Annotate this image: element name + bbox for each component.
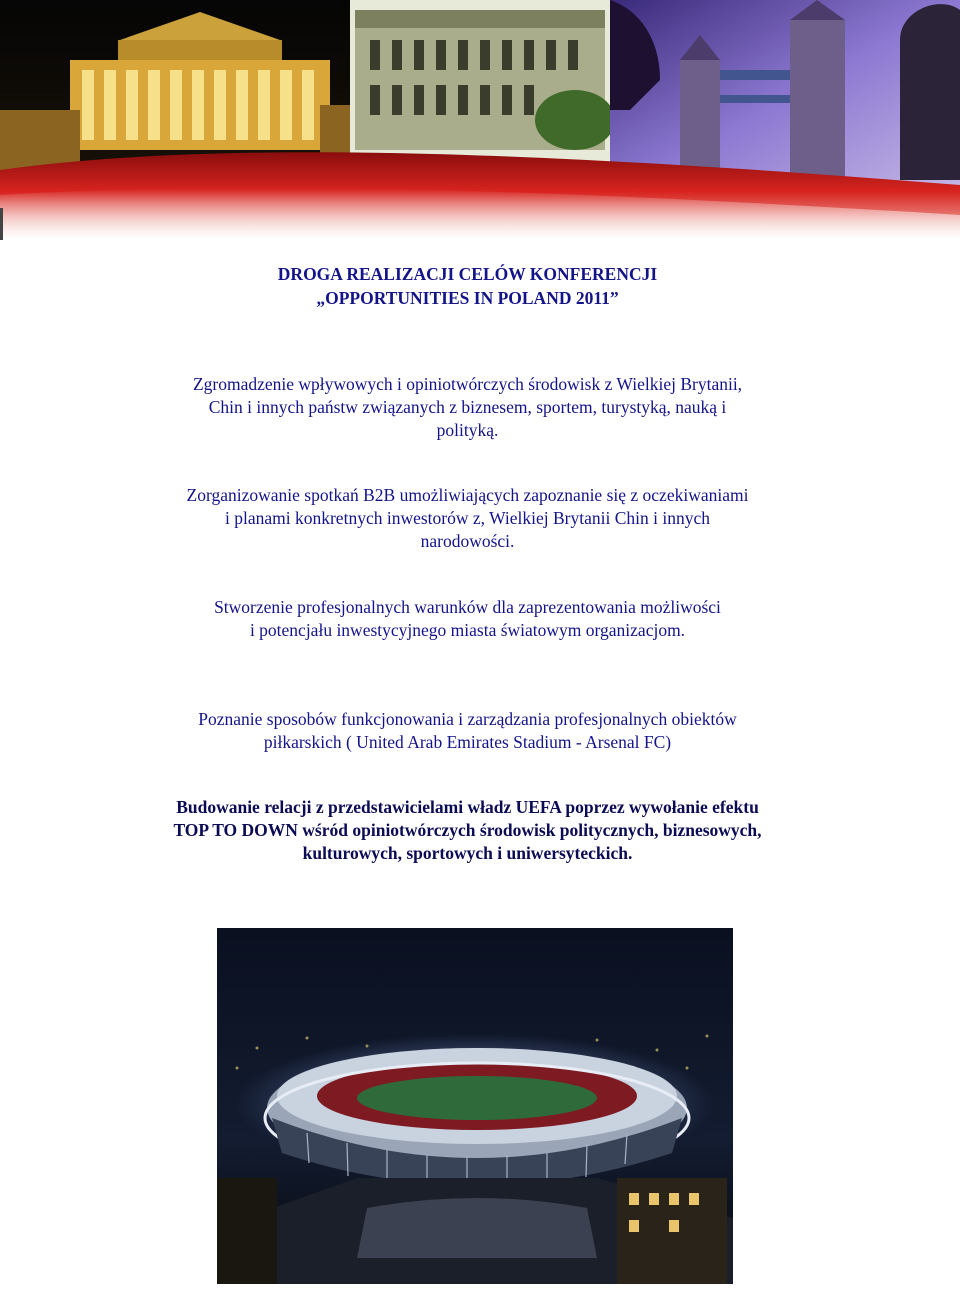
goal-paragraph-2 xyxy=(0,484,935,553)
document-title xyxy=(0,262,935,310)
paragraph-line: piłkarskich ( United Arab Emirates Stadium - Arsenal FC) xyxy=(263,732,672,752)
palace-building xyxy=(355,10,615,150)
paragraph-line: Zorganizowanie spotkań B2B umożliwiających zapoznanie się z oczekiwaniami xyxy=(186,485,749,505)
paragraph-line: i potencjału inwestycyjnego miasta światowym organizacjom. xyxy=(249,620,686,640)
paragraph-line: Poznanie sposobów funkcjonowania i zarządzania profesjonalnych obiektów xyxy=(198,709,737,729)
paragraph-line: Chin i innych państw związanych z biznesem, sportem, turystyką, nauką i xyxy=(208,397,727,417)
banner-collage-image xyxy=(0,0,960,240)
goal-paragraph-5 xyxy=(0,796,935,865)
paragraph-line: Stworzenie profesjonalnych warunków dla zaprezentowania możliwości xyxy=(214,597,721,617)
left-edge-rule xyxy=(0,208,3,240)
paragraph-line: kulturowych, sportowych i uniwersyteckich. xyxy=(302,843,633,863)
paragraph-line: Budowanie relacji z przedstawicielami władz UEFA poprzez wywołanie efektu xyxy=(176,797,759,817)
header-banner xyxy=(0,0,960,240)
stadium-night-image xyxy=(217,928,733,1284)
paragraph-line: i planami konkretnych inwestorów z, Wielkiej Brytanii Chin i innych xyxy=(225,508,710,528)
paragraph-line: polityką. xyxy=(436,420,499,440)
stadium-photo xyxy=(217,928,733,1284)
goal-paragraph-3 xyxy=(0,596,935,642)
goal-paragraph-1 xyxy=(0,373,935,442)
paragraph-line: narodowości. xyxy=(420,531,515,551)
paragraph-line: Zgromadzenie wpływowych i opiniotwórczych środowisk z Wielkiej Brytanii, xyxy=(192,374,743,394)
paragraph-line: TOP TO DOWN wśród opiniotwórczych środowisk politycznych, biznesowych, xyxy=(173,820,762,840)
title-line-1: DROGA REALIZACJI CELÓW KONFERENCJI xyxy=(277,264,658,284)
goal-paragraph-4 xyxy=(0,708,935,754)
title-line-2: „OPPORTUNITIES IN POLAND 2011” xyxy=(316,288,619,308)
